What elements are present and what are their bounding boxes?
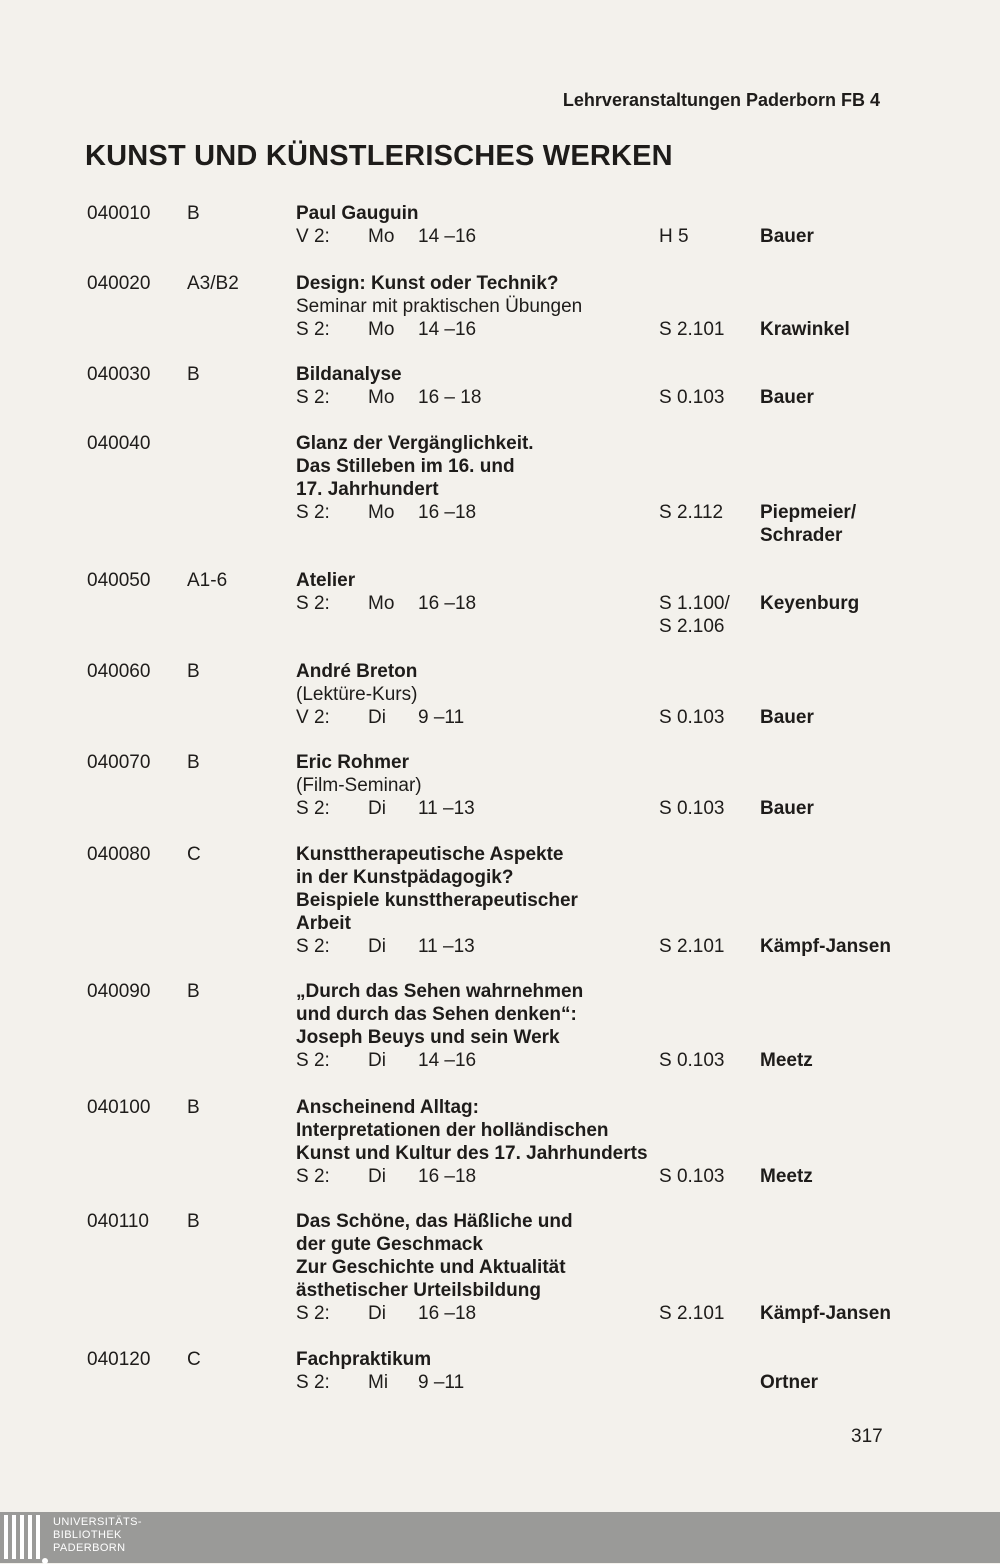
course-room-line: S 2.101 (659, 1303, 725, 1324)
course-lecturer-line: Piepmeier/ (760, 502, 857, 523)
course-time: 16 – 18 (418, 387, 482, 408)
logo-line: UNIVERSITÄTS- (53, 1516, 142, 1528)
course-type: S 2: (296, 798, 330, 819)
course-title-line: Design: Kunst oder Technik? (296, 273, 559, 294)
course-title-line: und durch das Sehen denken“: (296, 1004, 577, 1025)
course-title-line: in der Kunstpädagogik? (296, 867, 514, 888)
course-room (659, 706, 725, 729)
course-title-line: Interpretationen der holländischen (296, 1120, 609, 1141)
course-number: 040090 (87, 981, 151, 1002)
course-code: A1-6 (187, 570, 228, 591)
course-room-line: S 2.106 (659, 616, 725, 637)
course-code: C (187, 844, 201, 865)
course-type: S 2: (296, 593, 330, 614)
course-type: S 2: (296, 387, 330, 408)
course-room (659, 386, 725, 409)
course-lecturer-line: Bauer (760, 226, 814, 247)
course-lecturer (760, 225, 814, 248)
course-day: Mo (368, 226, 395, 247)
course-time: 16 –18 (418, 593, 477, 614)
course-room (659, 501, 723, 524)
course-title-line: Atelier (296, 570, 356, 591)
course-room (659, 318, 725, 341)
course-lecturer (760, 1371, 818, 1394)
course-lecturer-line: Meetz (760, 1166, 813, 1187)
course-lecturer (760, 501, 856, 547)
course-code: B (187, 661, 200, 682)
course-description-line: Seminar mit praktischen Übungen (296, 296, 583, 317)
course-day: Di (368, 1050, 386, 1071)
course-title-line: Anscheinend Alltag: (296, 1097, 479, 1118)
library-logo-text (53, 1516, 142, 1555)
course-time: 11 –13 (418, 936, 475, 957)
course-day: Mo (368, 593, 395, 614)
course-room-line: S 0.103 (659, 707, 725, 728)
course-room-line: S 2.101 (659, 319, 725, 340)
course-code: B (187, 203, 200, 224)
course-title-line: Bildanalyse (296, 364, 402, 385)
course-time: 14 –16 (418, 319, 477, 340)
course-room-line: S 0.103 (659, 798, 725, 819)
course-number: 040100 (87, 1097, 151, 1118)
course-schedule (296, 1371, 736, 1394)
course-code: C (187, 1349, 201, 1370)
course-title-line: Eric Rohmer (296, 752, 409, 773)
course-code: B (187, 752, 200, 773)
course-room-line: H 5 (659, 226, 689, 247)
course-title-line: Arbeit (296, 913, 351, 934)
course-day: Di (368, 798, 386, 819)
course-room (659, 935, 725, 958)
course-day: Mi (368, 1372, 389, 1393)
running-header: Lehrveranstaltungen Paderborn FB 4 (562, 90, 880, 110)
section-title: KUNST UND KÜNSTLERISCHES WERKEN (85, 140, 673, 172)
page-number: 317 (851, 1426, 883, 1447)
library-barcode-logo-icon (4, 1515, 48, 1561)
course-lecturer (760, 318, 850, 341)
course-lecturer-line: Bauer (760, 387, 814, 408)
course-title-line: Kunsttherapeutische Aspekte (296, 844, 564, 865)
course-room (659, 592, 730, 638)
course-day: Mo (368, 319, 395, 340)
course-title-line: Das Stilleben im 16. und (296, 456, 515, 477)
course-title-line: Beispiele kunsttherapeutischer (296, 890, 578, 911)
course-room (659, 225, 689, 248)
course-room-line: S 0.103 (659, 1166, 725, 1187)
course-title-line: Zur Geschichte und Aktualität (296, 1257, 566, 1278)
course-lecturer (760, 706, 814, 729)
course-title-line: Das Schöne, das Häßliche und (296, 1211, 573, 1232)
course-number: 040060 (87, 661, 151, 682)
course-number: 040070 (87, 752, 151, 773)
course-room (659, 1165, 725, 1188)
course-title-line: Kunst und Kultur des 17. Jahrhunderts (296, 1143, 648, 1164)
course-number: 040040 (87, 433, 151, 454)
course-number: 040080 (87, 844, 151, 865)
course-day: Di (368, 707, 386, 728)
course-room (659, 1302, 725, 1325)
course-title-line: Paul Gauguin (296, 203, 419, 224)
course-lecturer (760, 386, 814, 409)
course-lecturer (760, 935, 891, 958)
course-time: 11 –13 (418, 798, 475, 819)
course-time: 14 –16 (418, 1050, 477, 1071)
course-title-line: Fachpraktikum (296, 1349, 432, 1370)
course-type: S 2: (296, 1166, 330, 1187)
course-code: B (187, 981, 200, 1002)
course-time: 16 –18 (418, 1166, 477, 1187)
course-lecturer-line: Krawinkel (760, 319, 850, 340)
course-day: Mo (368, 387, 395, 408)
course-code: B (187, 1097, 200, 1118)
course-number: 040030 (87, 364, 151, 385)
course-time: 9 –11 (418, 1372, 465, 1393)
course-lecturer-line: Bauer (760, 798, 814, 819)
course-type: S 2: (296, 502, 330, 523)
course-lecturer (760, 1165, 813, 1188)
course-lecturer (760, 797, 814, 820)
course-room-line: S 0.103 (659, 387, 725, 408)
course-description-line: (Lektüre-Kurs) (296, 684, 418, 705)
course-day: Di (368, 1166, 386, 1187)
course-lecturer (760, 1302, 891, 1325)
course-type: V 2: (296, 226, 330, 247)
course-title-line: André Breton (296, 661, 418, 682)
course-number: 040020 (87, 273, 151, 294)
course-type: S 2: (296, 936, 330, 957)
course-room-line: S 2.112 (659, 502, 724, 523)
course-title-line: 17. Jahrhundert (296, 479, 439, 500)
course-lecturer-line: Kämpf-Jansen (760, 936, 891, 957)
course-lecturer-line: Kämpf-Jansen (760, 1303, 891, 1324)
course-lecturer-line: Keyenburg (760, 593, 860, 614)
logo-line: PADERBORN (53, 1542, 126, 1554)
course-lecturer (760, 592, 859, 615)
course-room-line: S 2.101 (659, 936, 725, 957)
course-type: S 2: (296, 1303, 330, 1324)
course-time: 14 –16 (418, 226, 477, 247)
course-time: 9 –11 (418, 707, 465, 728)
course-lecturer-line: Bauer (760, 707, 814, 728)
course-code: B (187, 364, 200, 385)
course-time: 16 –18 (418, 502, 477, 523)
course-content (296, 1348, 736, 1394)
course-code: B (187, 1211, 200, 1232)
course-time: 16 –18 (418, 1303, 477, 1324)
course-title-line: „Durch das Sehen wahrnehmen (296, 981, 584, 1002)
course-type: V 2: (296, 707, 330, 728)
course-description-line: (Film-Seminar) (296, 775, 422, 796)
course-number: 040120 (87, 1349, 151, 1370)
course-room (659, 797, 725, 820)
course-type: S 2: (296, 319, 330, 340)
course-room-line: S 0.103 (659, 1050, 725, 1071)
course-lecturer-line: Ortner (760, 1372, 819, 1393)
course-lecturer (760, 1049, 813, 1072)
course-title-line: ästhetischer Urteilsbildung (296, 1280, 541, 1301)
course-lecturer-line: Meetz (760, 1050, 813, 1071)
course-number: 040050 (87, 570, 151, 591)
course-number: 040010 (87, 203, 151, 224)
course-type: S 2: (296, 1372, 330, 1393)
logo-line: BIBLIOTHEK (53, 1529, 122, 1541)
course-title-line: Joseph Beuys und sein Werk (296, 1027, 560, 1048)
course-day: Di (368, 1303, 386, 1324)
course-code: A3/B2 (187, 273, 239, 294)
course-room (659, 1049, 725, 1072)
footer-bar (0, 1512, 1000, 1563)
course-day: Di (368, 936, 386, 957)
course-room-line: S 1.100/ (659, 593, 730, 614)
course-type: S 2: (296, 1050, 330, 1071)
course-lecturer-line: Schrader (760, 525, 843, 546)
course-number: 040110 (87, 1211, 149, 1232)
course-title-line: Glanz der Vergänglichkeit. (296, 433, 534, 454)
course-title-line: der gute Geschmack (296, 1234, 483, 1255)
course-day: Mo (368, 502, 395, 523)
